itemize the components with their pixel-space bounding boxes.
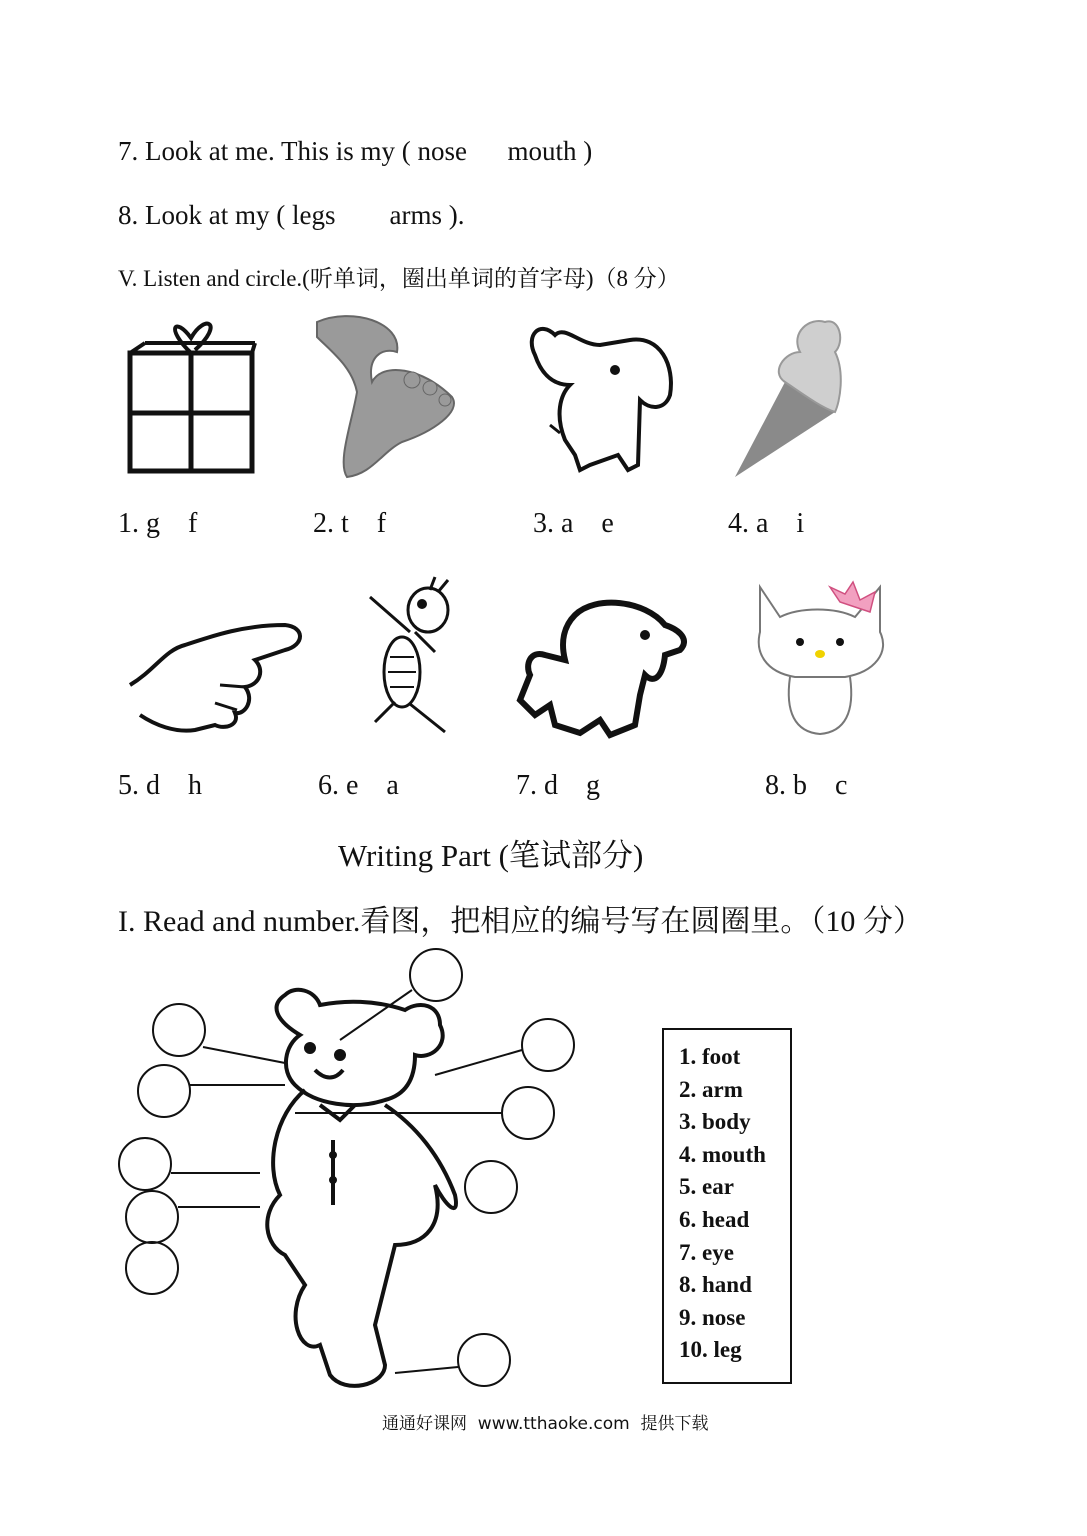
answer-circle bbox=[138, 1065, 190, 1117]
elephant-icon bbox=[520, 315, 680, 475]
ant-icon bbox=[350, 572, 465, 742]
word-item: 4. mouth bbox=[679, 1141, 766, 1167]
cat-icon bbox=[745, 572, 900, 740]
word-item: 7. eye bbox=[679, 1239, 734, 1265]
section-i-title: I. Read and number.看图，把相应的编号写在圆圈里。（10 分） bbox=[118, 905, 923, 938]
answer-circle bbox=[458, 1334, 510, 1386]
word-item: 9. nose bbox=[679, 1304, 746, 1330]
dog-icon bbox=[515, 595, 690, 740]
option-3: 3. a e bbox=[533, 508, 614, 539]
answer-circle bbox=[410, 949, 462, 1001]
gift-box-icon bbox=[125, 318, 260, 478]
footer-text: 通通好课网 www.tthaoke.com 提供下载 bbox=[382, 1414, 709, 1434]
word-item: 1. foot bbox=[679, 1044, 741, 1069]
word-item: 5. ear bbox=[679, 1174, 734, 1200]
section-v-title: V. Listen and circle.(听单词，圈出单词的首字母)（8 分） bbox=[118, 266, 680, 291]
option-1: 1. g f bbox=[118, 508, 198, 539]
word-item: 3. body bbox=[679, 1109, 751, 1135]
option-5: 5. d h bbox=[118, 770, 202, 801]
answer-circle bbox=[126, 1242, 178, 1294]
question-7: 7. Look at me. This is my ( nose mouth ) bbox=[118, 136, 593, 166]
option-2: 2. t f bbox=[313, 508, 387, 539]
foot-icon bbox=[312, 312, 462, 482]
answer-circle bbox=[522, 1019, 574, 1071]
answer-circle bbox=[153, 1004, 205, 1056]
answer-circle bbox=[502, 1087, 554, 1139]
bear-icon bbox=[267, 990, 456, 1386]
word-item: 8. hand bbox=[679, 1272, 752, 1298]
option-4: 4. a i bbox=[728, 508, 805, 539]
question-8: 8. Look at my ( legs arms ). bbox=[118, 200, 465, 230]
answer-circle bbox=[119, 1138, 171, 1190]
answer-circle bbox=[126, 1191, 178, 1243]
word-item: 2. arm bbox=[679, 1076, 743, 1102]
writing-part-title: Writing Part (笔试部分) bbox=[338, 838, 644, 873]
word-item: 10. leg bbox=[679, 1337, 742, 1363]
word-item: 6. head bbox=[679, 1206, 750, 1232]
option-7: 7. d g bbox=[516, 770, 600, 801]
word-list-box bbox=[662, 1028, 792, 1384]
hand-icon bbox=[125, 615, 310, 740]
bear-diagram bbox=[115, 945, 585, 1400]
answer-circle bbox=[465, 1161, 517, 1213]
option-6: 6. e a bbox=[318, 770, 399, 801]
ice-cream-icon bbox=[730, 312, 845, 482]
option-8: 8. b c bbox=[765, 770, 848, 801]
